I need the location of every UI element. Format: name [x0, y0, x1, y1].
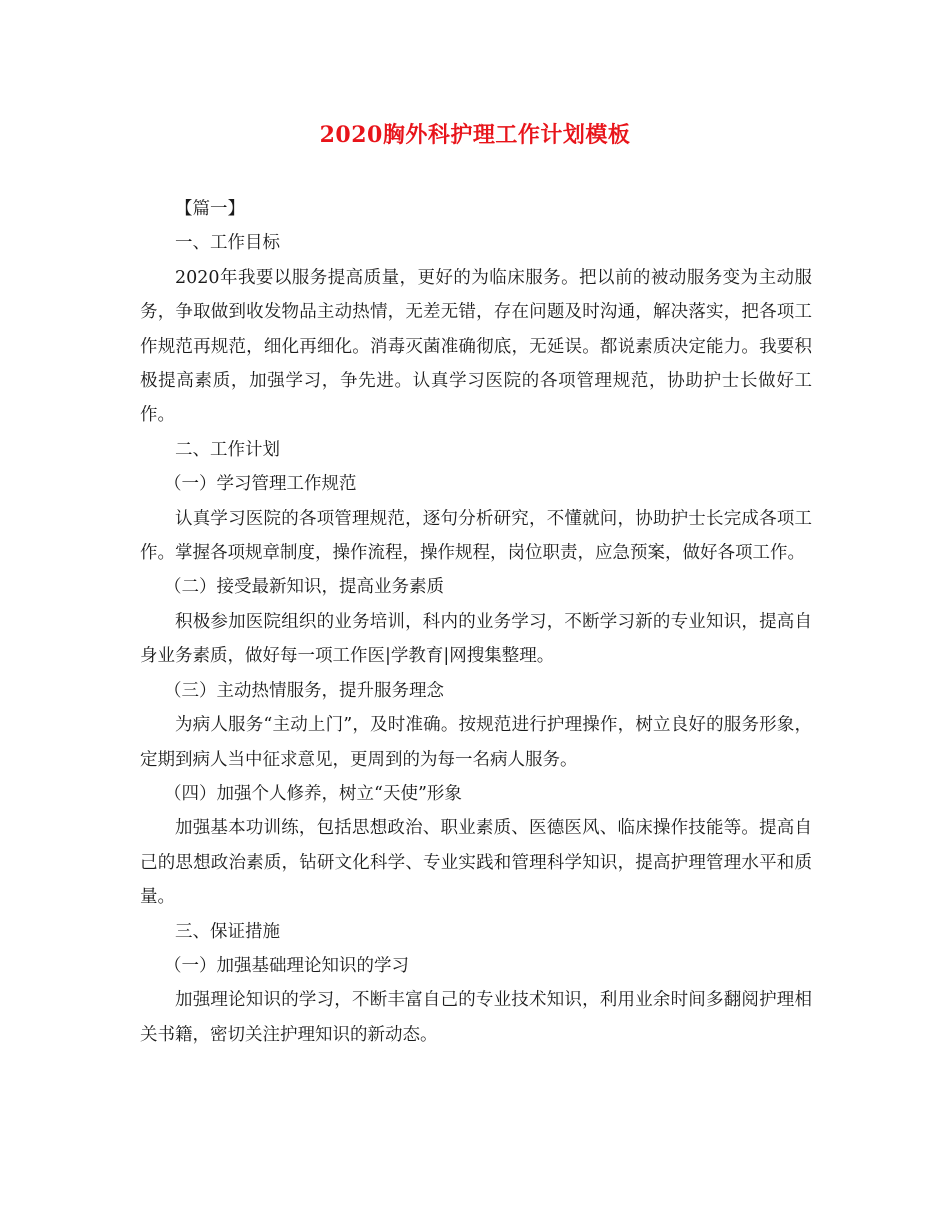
subheading: （一）学习管理工作规范 [164, 474, 357, 495]
paragraph: 为病人服务“主动上门”，及时准确。按规范进行护理操作，树立良好的服务形象，定期到病人当中征求意见，更周到的为每一名病人服务。 [140, 715, 812, 770]
paragraph: 积极参加医院组织的业务培训，科内的业务学习，不断学习新的专业知识，提高自身业务素质，做好每一项工作医|学教育|网搜集整理。 [140, 611, 812, 667]
paragraph: 一、工作目标 [175, 233, 280, 254]
paragraph: 二、工作计划 [175, 439, 280, 460]
paragraph: 2020年我要以服务提高质量，更好的为临床服务。把以前的被动服务变为主动服务，争取做到收发物品主动热情，无差无错，存在问题及时沟通，解决落实，把各项工作规范再规范，细化再细化。消毒灭菌准确彻底，无延误。都说素质决定能力。我要积极提高素质，加强学习，争先进。认真学习医院的各项管理规范，协助护士长做好工作。 [140, 267, 812, 426]
paragraph: 三、保证措施 [175, 921, 280, 942]
subheading: （三）主动热情服务，提升服务理念 [164, 680, 444, 701]
paragraph: 认真学习医院的各项管理规范，逐句分析研究，不懂就问，协助护士长完成各项工作。掌握各项规章制度，操作流程，操作规程，岗位职责，应急预案，做好各项工作。 [140, 508, 812, 564]
subheading: （四）加强个人修养，树立“天使”形象 [164, 783, 462, 804]
document-body [140, 192, 812, 1052]
document-title: 2020胸外科护理工作计划模板 [319, 122, 631, 148]
subheading: （一）加强基础理论知识的学习 [164, 955, 409, 976]
paragraph: 加强基本功训练，包括思想政治、职业素质、医德医风、临床操作技能等。提高自己的思想政治素质，钻研文化科学、专业实践和管理科学知识，提高护理管理水平和质量。 [140, 818, 812, 908]
paragraph: 加强理论知识的学习，不断丰富自己的专业技术知识，利用业余时间多翻阅护理相关书籍，密切关注护理知识的新动态。 [140, 990, 812, 1045]
subheading: （二）接受最新知识，提高业务素质 [164, 577, 444, 598]
paragraph: 【篇一】 [175, 199, 245, 219]
